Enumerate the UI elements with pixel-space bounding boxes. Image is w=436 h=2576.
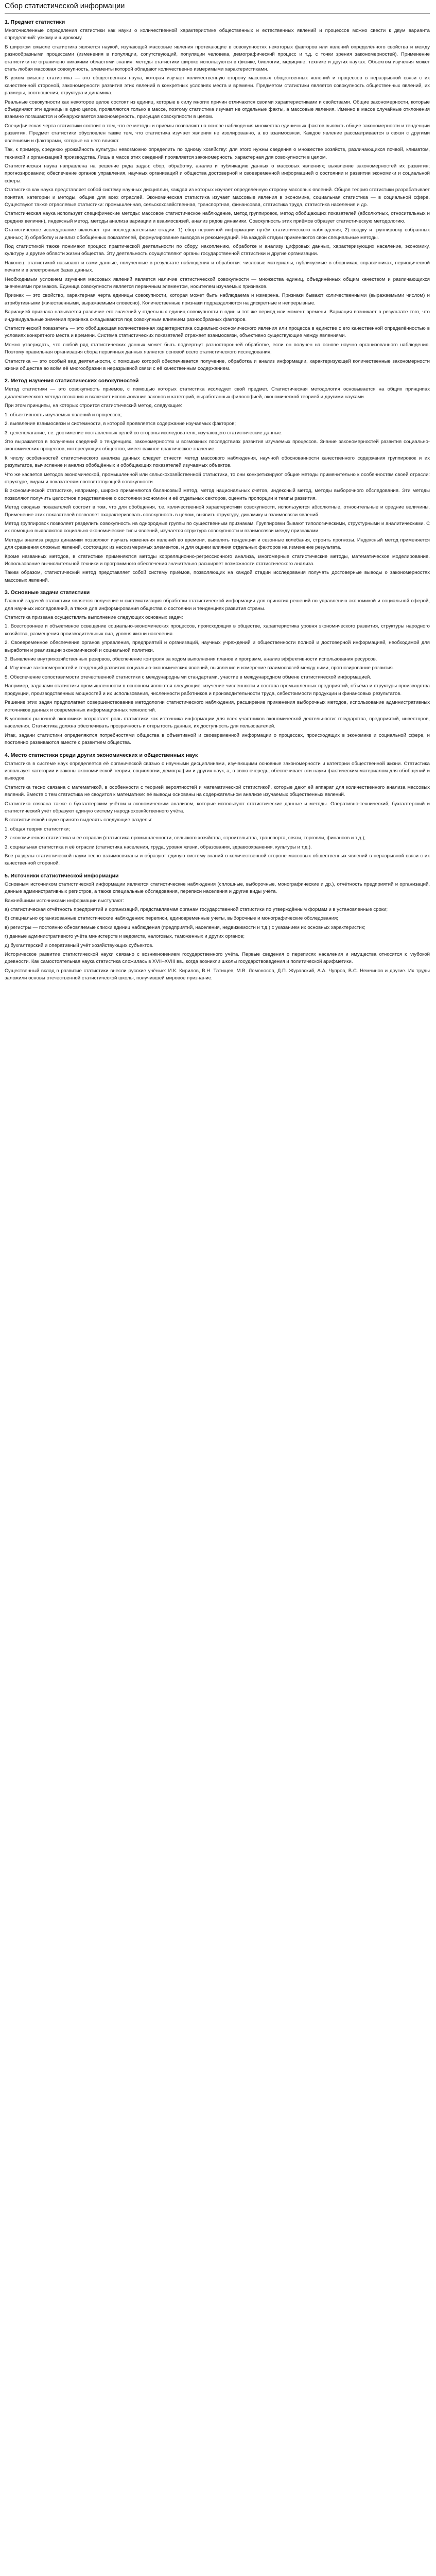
section-heading: 1. Предмет статистики (5, 19, 65, 25)
paragraph: 2. экономическая статистика и её отрасли (статистика промышленности, сельского хозяйства, строительства, транспорта, связи, торговли, финансов и т.д.); (5, 835, 366, 841)
section-heading: 4. Место статистики среди других экономических и общественных наук (5, 752, 198, 758)
section-4 (5, 752, 430, 868)
paragraph: Статистика в системе наук определяется её органической связью с научными дисциплинами, изучающими основные закономерности и категории общественной жизни. Статистика использует категории и законы экономической теории, социологии, демографии и других наук, а, в свою очередь, обеспечивает эти науки фактическим материалом для обобщений и выводов. (5, 760, 430, 782)
title-divider (5, 13, 430, 14)
paragraph: Специфическая черта статистики состоит в том, что её методы и приёмы позволяют на основе наблюдения множества единичных фактов выявить общие закономерности и тенденции развития. Предмет статистики обусловлен также тем, что статистика изучает явления не изолированно, а во взаимосвязи. Каждое явление рассматривается в связи с другими явлениями и факторами, которые на него влияют. (5, 123, 430, 144)
paragraph: Метод статистики — это совокупность приёмов, с помощью которых статистика исследует свой предмет. Статистическая методология основывается на общих принципах диалектического метода познания и включает использование законов и категорий, выработанных философией, экономической теорией и другими науками. (5, 386, 430, 400)
paragraph: Необходимым условием изучения массовых явлений является наличие статистической совокупности — множества единиц, объединённых общим качеством и различающихся значениями признаков. Единица совокупности является первичным элементом, носителем изучаемых признаков. (5, 276, 430, 290)
section-5 (5, 872, 430, 982)
paragraph: Существенный вклад в развитие статистики внесли русские учёные: И.К. Кирилов, В.Н. Татищев, М.В. Ломоносов, Д.П. Журавский, А.А. Чупров, В.С. Немчинов и другие. Их труды заложили основы отечественной статистической школы, получившей мировое признание. (5, 968, 430, 981)
section-1 (5, 19, 430, 372)
paragraph: Основным источником статистической информации являются статистические наблюдения (сплошные, выборочные, монографические и др.), отчётность предприятий и организаций, данные административных регистров, а также специальные обследования, переписи населения и другие виды учёта. (5, 881, 430, 895)
paragraph: б) специально организованные статистические наблюдения: переписи, единовременные учёты, выборочные и монографические обследования; (5, 916, 338, 922)
paragraph: Главной задачей статистики является получение и систематизация обработки статистической информации для принятия решений по управлению экономикой и социальной сферой, для научных исследований, а также для информирования общества о состоянии и тенденциях развития страны. (5, 598, 430, 612)
paragraph: В узком смысле статистика — это общественная наука, которая изучает количественную сторону массовых общественных явлений и процессов в неразрывной связи с их качественной стороной, закономерности развития этих явлений в конкретных условиях места и времени. Предметом статистики является совокупность общественных явлений, их размеры, соотношения, структура и динамика. (5, 75, 430, 96)
paragraph: д) бухгалтерский и оперативный учёт хозяйствующих субъектов. (5, 942, 154, 948)
paragraph: Реальные совокупности как некоторое целое состоят из единиц, которые в силу многих причин отличаются своими характеристиками и свойствами. Общие закономерности, которые объединяют эти единицы в одно целое, проявляются только в массе, поэтому статистика изучает не отдельные факты, а массовые явления. Именно в массе случайные отклонения взаимно погашаются и обнаруживается закономерность, присущая совокупности в целом. (5, 99, 430, 120)
section-heading: 3. Основные задачи статистики (5, 589, 90, 596)
paragraph: 1. объективность изучаемых явлений и процессов; (5, 412, 122, 418)
paragraph: г) данные административного учёта министерств и ведомств, налоговых, таможенных и других органов; (5, 934, 245, 940)
paragraph: В экономической статистике, например, широко применяются балансовый метод, метод национальных счетов, индексный метод, методы выборочного обследования. Эти методы позволяют получить целостное представление о состоянии экономики и её отдельных секторов, оценить пропорции и темпы развития. (5, 488, 430, 501)
paragraph: Статистика как наука представляет собой систему научных дисциплин, каждая из которых изучает определённую сторону массовых явлений. Общая теория статистики разрабатывает понятия, категории и методы, общие для всех отраслей. Экономическая статистика изучает массовые явления в экономике, социальная статистика — в социальной сфере. Существуют также отраслевые статистики: промышленная, сельскохозяйственная, транспортная, финансовая, статистика труда, статистика населения и др. (5, 187, 430, 208)
paragraph: Кроме названных методов, в статистике применяются методы корреляционно-регрессионного анализа, многомерные статистические методы, математическое моделирование. Использование вычислительной техники и программного обеспечения значительно расширяет возможности статистического анализа. (5, 553, 430, 567)
paragraph: В условиях рыночной экономики возрастает роль статистики как источника информации для всех участников экономической деятельности: государства, предприятий, инвесторов, населения. Статистика должна обеспечивать прозрачность и открытость данных, их доступность для пользователей. (5, 716, 430, 730)
paragraph: 4. Изучение закономерностей и тенденций развития социально-экономических явлений, выявление и измерение взаимосвязей между ними, прогнозирование развития. (5, 665, 394, 671)
section-3 (5, 589, 430, 747)
paragraph: Признак — это свойство, характерная черта единицы совокупности, которая может быть наблюдаема и измерена. Признаки бывают количественными (выражаемыми числом) и атрибутивными (качественными, выражаемыми словесно). Количественные признаки подразделяются на дискретные и непрерывные. (5, 293, 430, 306)
paragraph: 3. Выявление внутрихозяйственных резервов, обеспечение контроля за ходом выполнения планов и программ, анализ эффективности использования ресурсов. (5, 656, 377, 663)
paragraph: При этом принципы, на которых строится статистический метод, следующие: (5, 403, 183, 409)
paragraph: Таким образом, статистический метод представляет собой систему приёмов, позволяющих на каждой стадии исследования получать достоверные выводы о закономерностях массовых явлений. (5, 570, 430, 583)
paragraph: 5. Обеспечение сопоставимости отечественной статистики с международными стандартами, участие в международном обмене статистической информацией. (5, 674, 372, 680)
page-title: Сбор статистической информации (5, 2, 125, 10)
paragraph: 3. социальная статистика и её отрасли (статистика населения, труда, уровня жизни, образования, здравоохранения, культуры и т.д.). (5, 844, 312, 850)
paragraph: 1. общая теория статистики; (5, 826, 70, 832)
paragraph: В широком смысле статистика является наукой, изучающей массовые явления протекающие в совокупностях некоторых факторов или явлений определённого свойства и между разнообразными процессами (изменения в популяции, сопутствующий, популяции человека, демографический процесс и т.д. с точки зрения закономерностей). Применение статистики не ограничено никакими областями знания: методы статистики широко используются в физике, биологии, медицине, технике и других науках. Объектом изучения может стать любая массовая совокупность, элементы которой обладают количественно измеримыми характеристиками. (5, 44, 430, 73)
paragraph: 2. Своевременное обеспечение органов управления, предприятий и организаций, научных учреждений и общественности полной и достоверной информацией, необходимой для выработки и реализации экономической и социальной политики. (5, 640, 430, 653)
section-heading: 5. Источники статистической информации (5, 872, 119, 879)
paragraph: Можно утверждать, что любой ряд статистических данных может быть подвергнут разносторонней обработке, если он получен на основе научно организованного наблюдения. Поэтому правильная организация сбора первичных данных является основой всего статистического исследования. (5, 342, 430, 355)
paragraph: Статистическое исследование включает три последовательные стадии: 1) сбор первичной информации путём статистического наблюдения; 2) сводку и группировку собранных данных; 3) обработку и анализ обобщённых показателей, формулирование выводов и рекомендаций. На каждой стадии применяются свои специальные методы. (5, 227, 430, 241)
paragraph: а) статистическая отчётность предприятий и организаций, представляемая органам государственной статистики по утверждённым формам и в установленные сроки; (5, 907, 388, 913)
document-page (0, 0, 436, 982)
paragraph: Статистический показатель — это обобщающая количественная характеристика социально-экономического явления или процесса в единстве с его качественной определённостью в условиях конкретного места и времени. Система статистических показателей отражает взаимосвязи, объективно существующие между явлениями. (5, 326, 430, 339)
paragraph: К числу особенностей статистического анализа данных следует отнести метод массового наблюдения, научной обоснованности качественного содержания группировок и их результатов, вычисление и анализ обобщённых и обобщающих показателей изучаемых объектов. (5, 455, 430, 469)
paragraph: 2. выявление взаимосвязи и системности, в которой проявляется содержание изучаемых факторов; (5, 421, 236, 427)
paragraph: Вариацией признака называется различие его значений у отдельных единиц совокупности в один и тот же период или момент времени. Вариация возникает в результате того, что индивидуальные значения признака складываются под совокупным влиянием разнообразных факторов. (5, 309, 430, 323)
paragraph: Решение этих задач предполагает совершенствование методологии статистического наблюдения, расширение применения выборочных методов, использование административных источников данных и современных информационных технологий. (5, 700, 430, 713)
paragraph: Историческое развитие статистической науки связано с возникновением государственного учёта. Первые сведения о переписях населения и имущества относятся к глубокой древности. Как самостоятельная наука статистика сложилась в XVII–XVIII вв., когда возникли школы государствоведения и политической арифметики. (5, 952, 430, 965)
paragraph: Что же касается методов экономической, промышленной или сельскохозяйственной статистики, то они конкретизируют общие методы применительно к особенностям своей отрасли: структуре, видам и показателям соответствующей совокупности. (5, 471, 430, 485)
section-heading: 2. Метод изучения статистических совокупностей (5, 378, 139, 384)
section-2 (5, 377, 430, 584)
document-body (5, 19, 430, 982)
paragraph: Например, задачами статистики промышленности в основном являются следующие: изучение численности и состава промышленных предприятий, объёма и структуры производства продукции, производственных мощностей и их использования, численности работников и производительности труда, себестоимости продукции и финансовых результатов. (5, 683, 430, 697)
paragraph: Все разделы статистической науки тесно взаимосвязаны и образуют единую систему знаний о количественной стороне массовых общественных явлений в неразрывной связи с их качественной стороной. (5, 853, 430, 867)
paragraph: Статистическая наука направлена на решение ряда задач: сбор, обработку, анализ и публикацию данных о массовых явлениях; выявление закономерностей их развития; прогнозирование; обеспечение органов управления, научных организаций и общества достоверной и своевременной информацией о состоянии и развитии экономики и социальной сферы. (5, 163, 430, 184)
paragraph: Статистика призвана осуществлять выполнение следующих основных задач: (5, 615, 183, 621)
paragraph: 1. Всестороннее и объективное освещение социально-экономических процессов, происходящих в обществе, характеристика уровня экономического развития, структуры народного хозяйства, размещения производительных сил, уровня жизни населения. (5, 623, 430, 637)
paragraph: Многочисленные определения статистики как науки о количественной характеристике общественных и естественных явлений и процессов можно свести к двум варианта определений: узкому и широкому. (5, 28, 430, 41)
paragraph: Метод группировок позволяет разделить совокупность на однородные группы по существенным признакам. Группировки бывают типологическими, структурными и аналитическими. С их помощью выявляются социально-экономические типы явлений, изучается структура совокупности и взаимосвязи между признаками. (5, 520, 430, 534)
paragraph: Метод сводных показателей состоит в том, что для обобщения, т.е. количественной характеристики совокупности, используются абсолютные, относительные и средние величины. Применение этих показателей позволяет охарактеризовать совокупность в целом, выявить структуру, динамику и взаимосвязи явлений. (5, 504, 430, 518)
paragraph: в) регистры — постоянно обновляемые списки единиц наблюдения (предприятий, населения, недвижимости и т.д.) с указанием их основных характеристик; (5, 924, 365, 930)
paragraph: Итак, задачи статистики определяются потребностями общества в объективной и своевременной информации о процессах, происходящих в экономике и социальной сфере, и постоянно развиваются вместе с развитием общества. (5, 732, 430, 746)
paragraph: В статистической науке принято выделять следующие разделы: (5, 817, 153, 823)
paragraph: Методы анализа рядов динамики позволяют изучать изменения явлений во времени, выявлять тенденции и сезонные колебания, строить прогнозы. Индексный метод применяется для сравнения сложных явлений, состоящих из несоизмеримых элементов, и для оценки влияния отдельных факторов на изменение результата. (5, 537, 430, 551)
paragraph: Это выражается в получении сведений о тенденциях, закономерностях и возможных последствиях развития изучаемых процессов. Знание закономерностей развития социально-экономических процессов, интересующих общество, имеет важное практическое значение. (5, 438, 430, 452)
paragraph: 3. целеполагание, т.е. достижение поставленных целей со стороны исследователя, изучающего статистические данные. (5, 430, 283, 436)
paragraph: Статистика связана также с бухгалтерским учётом и экономическим анализом, которые используют статистические данные и методы. Оперативно-технический, бухгалтерский и статистический учёт образуют единую систему народнохозяйственного учёта. (5, 801, 430, 814)
paragraph: Статистическая наука использует специфические методы: массовое статистическое наблюдение, метод группировок, метод обобщающих показателей (абсолютных, относительных и средних величин), индексный метод, методы анализа вариации и взаимосвязей, анализ рядов динамики. Совокупность этих приёмов образует статистическую методологию. (5, 211, 430, 224)
paragraph: Статистика — это особый вид деятельности, с помощью которой обеспечивается получение, обработка и анализ информации, характеризующей количественные закономерности жизни общества во всём её многообразии в неразрывной связи с её качественным содержанием. (5, 358, 430, 372)
paragraph: Важнейшими источниками информации выступают: (5, 897, 125, 904)
paragraph: Статистика тесно связана с математикой, в особенности с теорией вероятностей и математической статистикой, которые дают ей аппарат для количественного анализа массовых явлений. Вместе с тем статистика не сводится к математике: её выводы основаны на содержательном анализе изучаемых общественных явлений. (5, 784, 430, 798)
paragraph: Под статистикой также понимают процесс практической деятельности по сбору, накоплению, обработке и анализу цифровых данных, характеризующих население, экономику, культуру и другие области жизни общества. Эту деятельность осуществляют органы государственной статистики и другие организации. (5, 243, 430, 257)
paragraph: Наконец, статистикой называют и сами данные, полученные в результате наблюдения и обработки: числовые материалы, публикуемые в сборниках, справочниках, периодической печати и в электронных базах данных. (5, 260, 430, 274)
paragraph: Так, к примеру, среднюю урожайность культуры невозможно определить по одному хозяйству: для этого нужны сведения о множестве хозяйств, различающихся почвой, климатом, техникой и организацией производства. Лишь в массе этих сведений проявляется закономерность, характерная для совокупности в целом. (5, 147, 430, 160)
